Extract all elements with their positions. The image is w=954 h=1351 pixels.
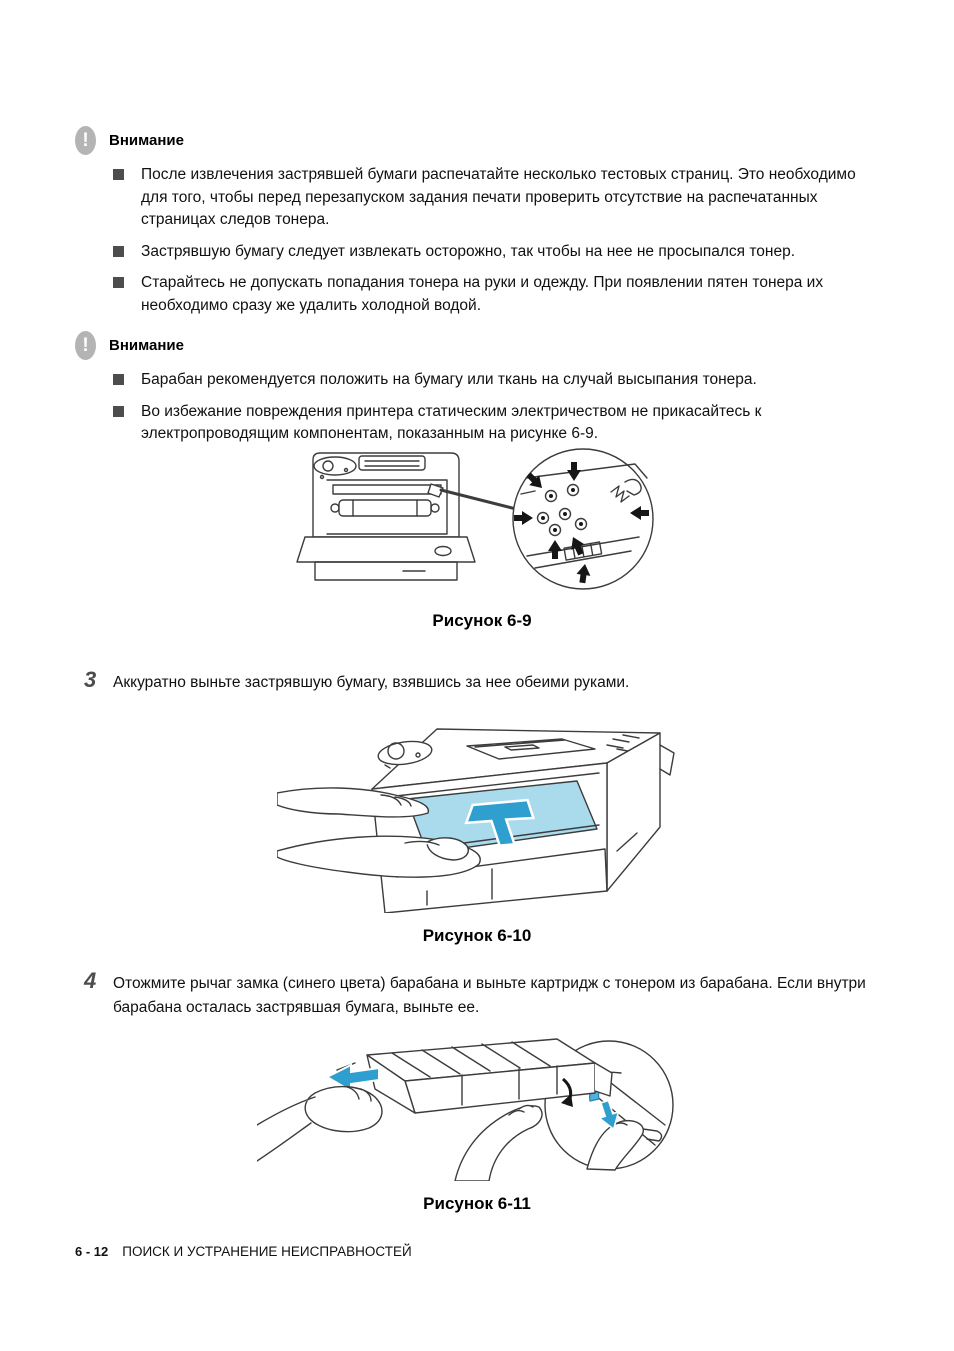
step-number: 3	[84, 667, 97, 692]
list-item-text: Старайтесь не допускать попадания тонера на руки и одежду. При появлении пятен тонера их необходимо сразу же удалить холодной водой.	[141, 274, 824, 314]
attention-header	[75, 126, 885, 155]
square-bullet-icon	[113, 277, 124, 288]
list-item-text: Барабан рекомендуется положить на бумагу или ткань на случай высыпания тонера.	[141, 371, 757, 388]
step-3	[84, 669, 884, 695]
figure-caption: Рисунок 6-11	[423, 1194, 531, 1213]
list-item	[113, 272, 885, 317]
attention-block-1	[75, 126, 885, 326]
list-item-text: После извлечения застрявшей бумаги распечатайте несколько тестовых страниц. Это необходимо для того, чтобы перед перезапуском задания печати проверить отсутствие на распечатанных страницах следов тонера.	[141, 166, 856, 228]
attention-header	[75, 331, 885, 360]
figure-caption: Рисунок 6-9	[432, 611, 532, 630]
page-footer	[75, 1244, 412, 1259]
step-text: Аккуратно выньте застрявшую бумагу, взявшись за нее обеими руками.	[113, 674, 630, 691]
list-item	[113, 164, 885, 232]
square-bullet-icon	[113, 169, 124, 180]
list-item	[113, 241, 885, 264]
figure-6-9	[278, 440, 686, 631]
step-number: 4	[84, 968, 97, 993]
attention-title: Внимание	[109, 132, 184, 149]
figure-caption: Рисунок 6-10	[422, 926, 532, 945]
figure-6-11	[257, 1029, 697, 1214]
step-4	[84, 970, 884, 1020]
attention-block-2	[75, 331, 885, 455]
step-text: Отожмите рычаг замка (синего цвета) барабана и выньте картридж с тонером из барабана. Если внутри барабана осталась застрявшая бумага, выньте ее.	[113, 975, 866, 1016]
list-item	[113, 401, 885, 446]
warning-icon: !	[75, 331, 96, 360]
square-bullet-icon	[113, 374, 124, 385]
attention-title: Внимание	[109, 337, 184, 354]
figure-6-9-printer-electrodes-illustration	[283, 440, 681, 598]
square-bullet-icon	[113, 246, 124, 257]
list-item	[113, 369, 885, 392]
square-bullet-icon	[113, 406, 124, 417]
page-number: 6 - 12	[75, 1244, 109, 1259]
list-item-text: Застрявшую бумагу следует извлекать осторожно, так чтобы на нее не просыпался тонер.	[141, 242, 796, 260]
figure-6-10	[277, 701, 677, 946]
figure-6-10-remove-paper-illustration	[277, 701, 677, 913]
chapter-title: ПОИСК И УСТРАНЕНИЕ НЕИСПРАВНОСТЕЙ	[122, 1244, 412, 1259]
list-item-text: Во избежание повреждения принтера статическим электричеством не прикасайтесь к электропроводящим компонентам, показанным на рисунке 6-9.	[141, 402, 762, 442]
figure-6-11-drum-lock-lever-illustration	[257, 1029, 697, 1181]
warning-icon: !	[75, 126, 96, 155]
